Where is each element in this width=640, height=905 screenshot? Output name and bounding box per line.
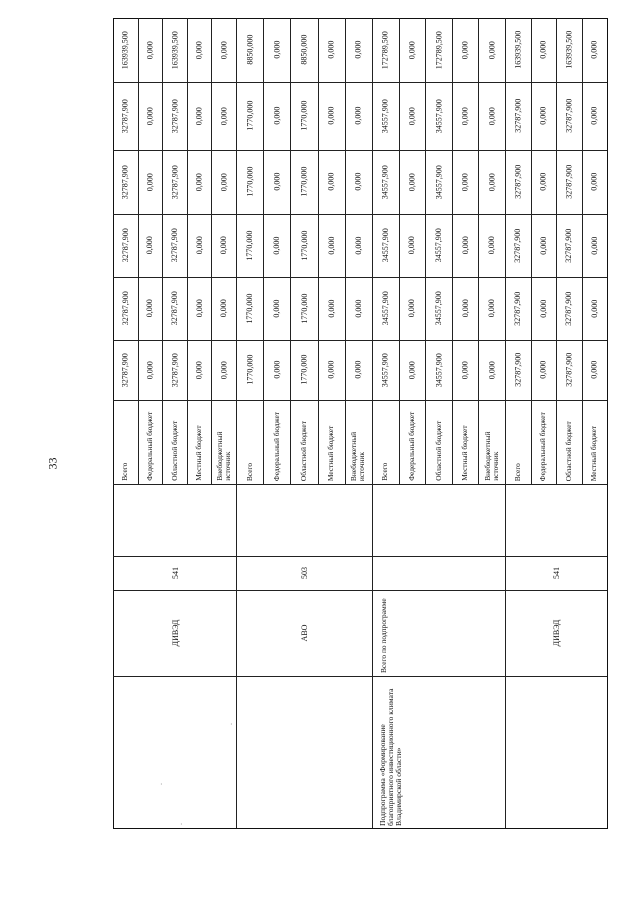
value-cell: 0,000 <box>326 172 336 191</box>
value-cell: 0,000 <box>460 236 470 255</box>
value-cell: 32787,900 <box>120 352 130 387</box>
table-rule <box>425 18 426 484</box>
value-cell: 32787,900 <box>513 353 523 387</box>
source-label: Местный бюджет <box>326 425 336 481</box>
value-cell: 0,000 <box>272 236 282 255</box>
table-rule <box>236 18 237 484</box>
value-cell: 163939,500 <box>513 31 523 69</box>
subprogram-title: Подпрограмма «Формирование благоприятного инвестиционного климата Владимирской области» <box>378 688 403 826</box>
source-label: Федеральный бюджет <box>144 411 154 481</box>
value-cell: 0,000 <box>538 41 548 59</box>
value-cell: 34557,900 <box>434 291 443 326</box>
value-cell: 1770,000 <box>245 100 255 131</box>
value-cell: 0,000 <box>487 299 497 318</box>
value-cell: 32787,900 <box>170 352 179 387</box>
value-cell: 32787,900 <box>120 98 130 133</box>
source-label: Областной бюджет <box>563 420 573 481</box>
source-label: Областной бюджет <box>169 420 179 481</box>
table-rule <box>162 18 163 484</box>
source-label: Внебюджетный источник <box>482 431 500 481</box>
value-cell: 0,000 <box>219 172 229 191</box>
value-cell: 0,000 <box>145 106 155 125</box>
table-rule <box>113 828 608 829</box>
value-cell: 172789,500 <box>380 30 390 69</box>
value-cell: 1770,000 <box>245 230 255 261</box>
value-cell: 0,000 <box>589 236 599 255</box>
value-cell: 0,000 <box>194 299 204 318</box>
table-rule <box>505 484 506 828</box>
value-cell: 0,000 <box>353 172 363 191</box>
value-cell: 34557,900 <box>380 228 390 263</box>
value-cell: 0,000 <box>353 40 363 59</box>
value-cell: 34557,900 <box>434 228 443 263</box>
table-rule <box>113 484 607 485</box>
value-cell: 0,000 <box>487 106 497 125</box>
value-cell: 0,000 <box>145 360 155 379</box>
value-cell: 0,000 <box>460 40 470 59</box>
source-label: Областной бюджет <box>299 420 308 481</box>
value-cell: 32787,900 <box>564 353 574 387</box>
value-cell: 163939,500 <box>564 31 574 69</box>
value-cell: 32787,900 <box>120 164 130 199</box>
table-rule <box>607 18 608 828</box>
value-cell: 0,000 <box>353 106 363 125</box>
value-cell: 32787,900 <box>170 98 179 133</box>
value-cell: 32787,900 <box>564 99 574 133</box>
value-cell: 34557,900 <box>434 98 443 133</box>
value-cell: 0,000 <box>272 172 282 191</box>
source-label: Всего <box>244 462 254 481</box>
value-cell: 0,000 <box>272 299 282 318</box>
budget-code: 541 <box>170 567 179 579</box>
value-cell: 0,000 <box>589 41 599 59</box>
value-cell: 0,000 <box>326 299 336 318</box>
source-label: Всего <box>380 462 390 481</box>
value-cell: 0,000 <box>272 40 282 59</box>
value-cell: 0,000 <box>219 236 229 255</box>
executor-name: АВО <box>299 624 309 642</box>
value-cell: 0,000 <box>460 106 470 125</box>
value-cell: 0,000 <box>407 172 417 191</box>
value-cell: 0,000 <box>487 172 497 191</box>
value-cell: 32787,900 <box>564 291 574 326</box>
value-cell: 0,000 <box>272 106 282 125</box>
value-cell: 0,000 <box>353 299 363 318</box>
value-cell: 32787,900 <box>170 291 179 326</box>
value-cell: 32787,900 <box>513 291 523 326</box>
value-cell: 34557,900 <box>434 164 443 199</box>
scan-speck: · <box>160 780 163 789</box>
value-cell: 0,000 <box>145 172 155 191</box>
value-cell: 34557,900 <box>380 291 390 326</box>
value-cell: 0,000 <box>194 360 204 379</box>
table-rule <box>236 484 237 828</box>
source-label: Областной бюджет <box>433 420 443 481</box>
value-cell: 0,000 <box>145 40 155 59</box>
value-cell: 0,000 <box>194 106 204 125</box>
value-cell: 0,000 <box>407 360 417 379</box>
scan-speck: · <box>180 820 183 829</box>
value-cell: 8850,000 <box>245 34 255 65</box>
source-label: Федеральный бюджет <box>538 411 548 481</box>
executor-name: ДИВЭД <box>170 619 179 647</box>
page-number: 33 <box>45 457 60 470</box>
value-cell: 0,000 <box>145 236 155 255</box>
value-cell: 163939,500 <box>120 30 130 69</box>
value-cell: 0,000 <box>589 173 599 191</box>
source-label: Местный бюджет <box>589 425 599 481</box>
value-cell: 172789,500 <box>434 30 443 69</box>
value-cell: 34557,900 <box>380 164 390 199</box>
value-cell: 1770,000 <box>299 166 309 197</box>
value-cell: 32787,900 <box>120 228 130 263</box>
source-label: Всего <box>120 462 130 481</box>
value-cell: 0,000 <box>272 360 282 379</box>
scan-speck: · <box>230 720 233 729</box>
value-cell: 1770,000 <box>299 230 309 261</box>
executor-name: ДИВЭД <box>551 619 561 647</box>
value-cell: 0,000 <box>460 299 470 318</box>
source-label: Федеральный бюджет <box>271 411 281 481</box>
value-cell: 0,000 <box>538 173 548 191</box>
value-cell: 163939,500 <box>170 30 179 69</box>
value-cell: 0,000 <box>589 361 599 379</box>
value-cell: 34557,900 <box>434 352 443 387</box>
table-rule <box>113 556 607 557</box>
table-rule <box>290 18 291 484</box>
value-cell: 0,000 <box>407 106 417 125</box>
value-cell: 0,000 <box>407 40 417 59</box>
subprogram-total-label: Всего по подпрограмме <box>379 598 388 673</box>
source-label: Внебюджетный источник <box>349 431 367 481</box>
source-label: Местный бюджет <box>460 425 470 481</box>
value-cell: 32787,900 <box>513 99 523 133</box>
source-label: Всего <box>512 462 522 481</box>
value-cell: 0,000 <box>407 299 417 318</box>
value-cell: 0,000 <box>460 360 470 379</box>
value-cell: 0,000 <box>219 106 229 125</box>
value-cell: 32787,900 <box>170 164 179 199</box>
budget-code: 541 <box>551 567 561 579</box>
value-cell: 0,000 <box>407 236 417 255</box>
value-cell: 0,000 <box>219 299 229 318</box>
value-cell: 32787,900 <box>513 228 523 263</box>
value-cell: 34557,900 <box>380 98 390 133</box>
value-cell: 0,000 <box>353 360 363 379</box>
value-cell: 0,000 <box>194 172 204 191</box>
value-cell: 0,000 <box>194 40 204 59</box>
value-cell: 1770,000 <box>299 354 309 385</box>
value-cell: 0,000 <box>219 40 229 59</box>
table-rule <box>478 18 479 484</box>
value-cell: 32787,900 <box>564 165 574 199</box>
value-cell: 0,000 <box>326 40 336 59</box>
source-label: Местный бюджет <box>194 425 204 481</box>
value-cell: 0,000 <box>487 360 497 379</box>
value-cell: 1770,000 <box>299 293 309 324</box>
table-rule <box>211 18 212 484</box>
value-cell: 1770,000 <box>245 166 255 197</box>
value-cell: 0,000 <box>589 107 599 125</box>
value-cell: 0,000 <box>219 360 229 379</box>
value-cell: 0,000 <box>194 236 204 255</box>
budget-code: 503 <box>299 567 309 579</box>
table-rule <box>113 590 607 591</box>
value-cell: 0,000 <box>487 236 497 255</box>
value-cell: 0,000 <box>487 40 497 59</box>
value-cell: 32787,900 <box>513 165 523 199</box>
value-cell: 0,000 <box>353 236 363 255</box>
value-cell: 0,000 <box>538 361 548 379</box>
value-cell: 0,000 <box>326 360 336 379</box>
source-label: Внебюджетный источник <box>214 431 232 481</box>
value-cell: 8850,000 <box>299 34 309 65</box>
value-cell: 1770,000 <box>299 100 309 131</box>
value-cell: 0,000 <box>589 299 599 318</box>
table-rule <box>263 18 264 484</box>
source-label: Федеральный бюджет <box>406 411 416 481</box>
value-cell: 0,000 <box>326 236 336 255</box>
value-cell: 32787,900 <box>170 228 179 263</box>
value-cell: 0,000 <box>145 299 155 318</box>
value-cell: 0,000 <box>326 106 336 125</box>
value-cell: 1770,000 <box>245 354 255 385</box>
value-cell: 32787,900 <box>564 228 574 263</box>
value-cell: 34557,900 <box>380 352 390 387</box>
table-rule <box>113 676 607 677</box>
value-cell: 0,000 <box>538 236 548 255</box>
value-cell: 0,000 <box>460 172 470 191</box>
value-cell: 0,000 <box>538 107 548 125</box>
value-cell: 32787,900 <box>120 291 130 326</box>
value-cell: 0,000 <box>538 299 548 318</box>
value-cell: 1770,000 <box>245 293 255 324</box>
